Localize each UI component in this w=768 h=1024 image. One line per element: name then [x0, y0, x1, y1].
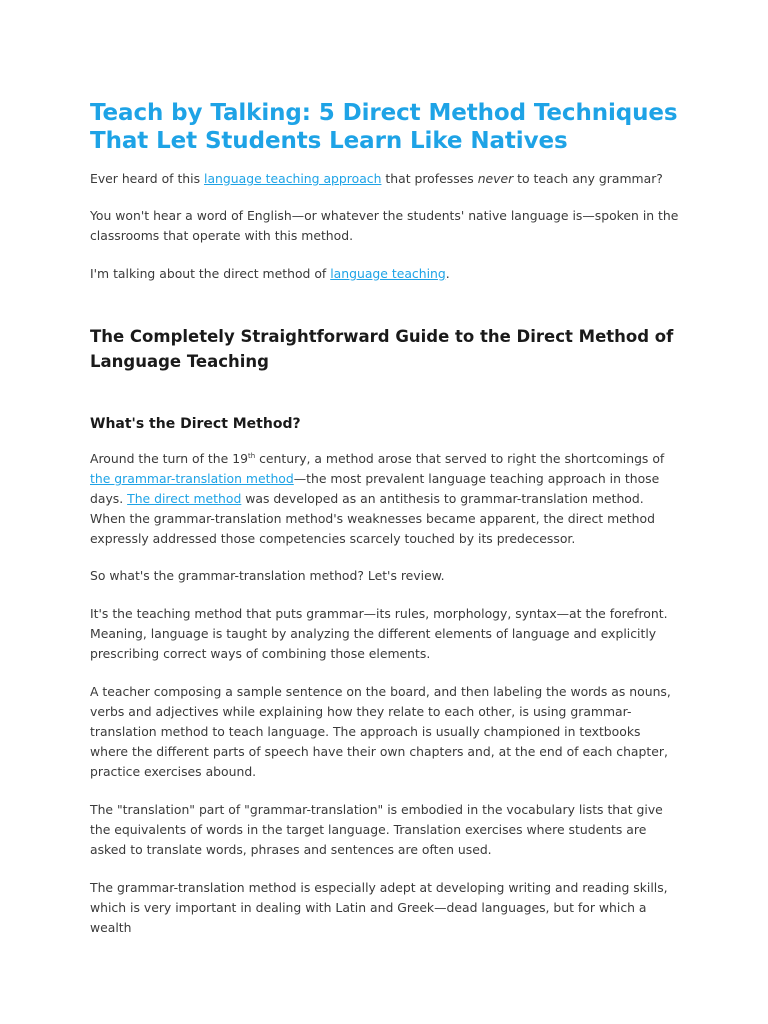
article-title: Teach by Talking: 5 Direct Method Techniques That Let Students Learn Like Natives	[90, 100, 678, 154]
para1-text-3: —the most prevalent language teaching approach in those days.	[90, 471, 660, 506]
para1-superscript: th	[247, 452, 256, 460]
para1-text-1: Around the turn of the 19	[90, 451, 248, 466]
intro-paragraph-1	[90, 169, 680, 189]
language-teaching-approach-link[interactable]: language teaching approach	[204, 171, 382, 186]
intro-paragraph-2: You won't hear a word of English—or whatever the students' native language is—spoken in the classrooms that operate with this method.	[90, 208, 679, 243]
intro3-text-before: I'm talking about the direct method of	[90, 266, 331, 281]
intro-paragraph-3	[90, 264, 680, 284]
subsection-heading: What's the Direct Method?	[90, 416, 301, 432]
body-paragraph-1	[90, 449, 680, 549]
para1-text-2: century, a method arose that served to right the shortcomings of	[255, 451, 665, 466]
body-paragraph-2: So what's the grammar-translation method? Let's review.	[90, 568, 445, 583]
para1-text-4: was developed as an antithesis to grammar-translation method. When the grammar-translation method's weaknesses became apparent, the direct method expressly addressed those competencies scarcely touched by its predecessor.	[90, 491, 655, 546]
body-paragraph-3: It's the teaching method that puts grammar—its rules, morphology, syntax—at the forefront. Meaning, language is taught by analyzing the different elements of language and explicitly prescribing correct ways of combining those elements.	[90, 606, 668, 661]
body-paragraph-6: The grammar-translation method is especially adept at developing writing and reading skills, which is very important in dealing with Latin and Greek—dead languages, but for which a wealth	[90, 880, 668, 935]
intro1-text-before: Ever heard of this	[90, 171, 204, 186]
body-paragraph-4: A teacher composing a sample sentence on the board, and then labeling the words as nouns, verbs and adjectives while explaining how they relate to each other, is using grammar-translation method to teach language. The approach is usually championed in textbooks where the different parts of speech have their own chapters and, at the end of each chapter, practice exercises abound.	[90, 684, 671, 779]
intro3-text-after: .	[445, 266, 450, 281]
article-body	[90, 99, 680, 938]
section-heading: The Completely Straightforward Guide to the Direct Method of Language Teaching	[90, 327, 674, 371]
intro1-text-after: to teach any grammar?	[513, 171, 663, 186]
body-paragraph-5: The "translation" part of "grammar-translation" is embodied in the vocabulary lists that give the equivalents of words in the target language. Translation exercises where students are asked to translate words, phrases and sentences are often used.	[90, 802, 663, 857]
grammar-translation-method-link[interactable]: the grammar-translation method	[90, 471, 294, 486]
intro1-text-middle: that professes	[381, 171, 478, 186]
language-teaching-link[interactable]: language teaching	[330, 266, 446, 281]
intro1-emphasis: never	[477, 171, 514, 186]
direct-method-link[interactable]: The direct method	[127, 491, 242, 506]
